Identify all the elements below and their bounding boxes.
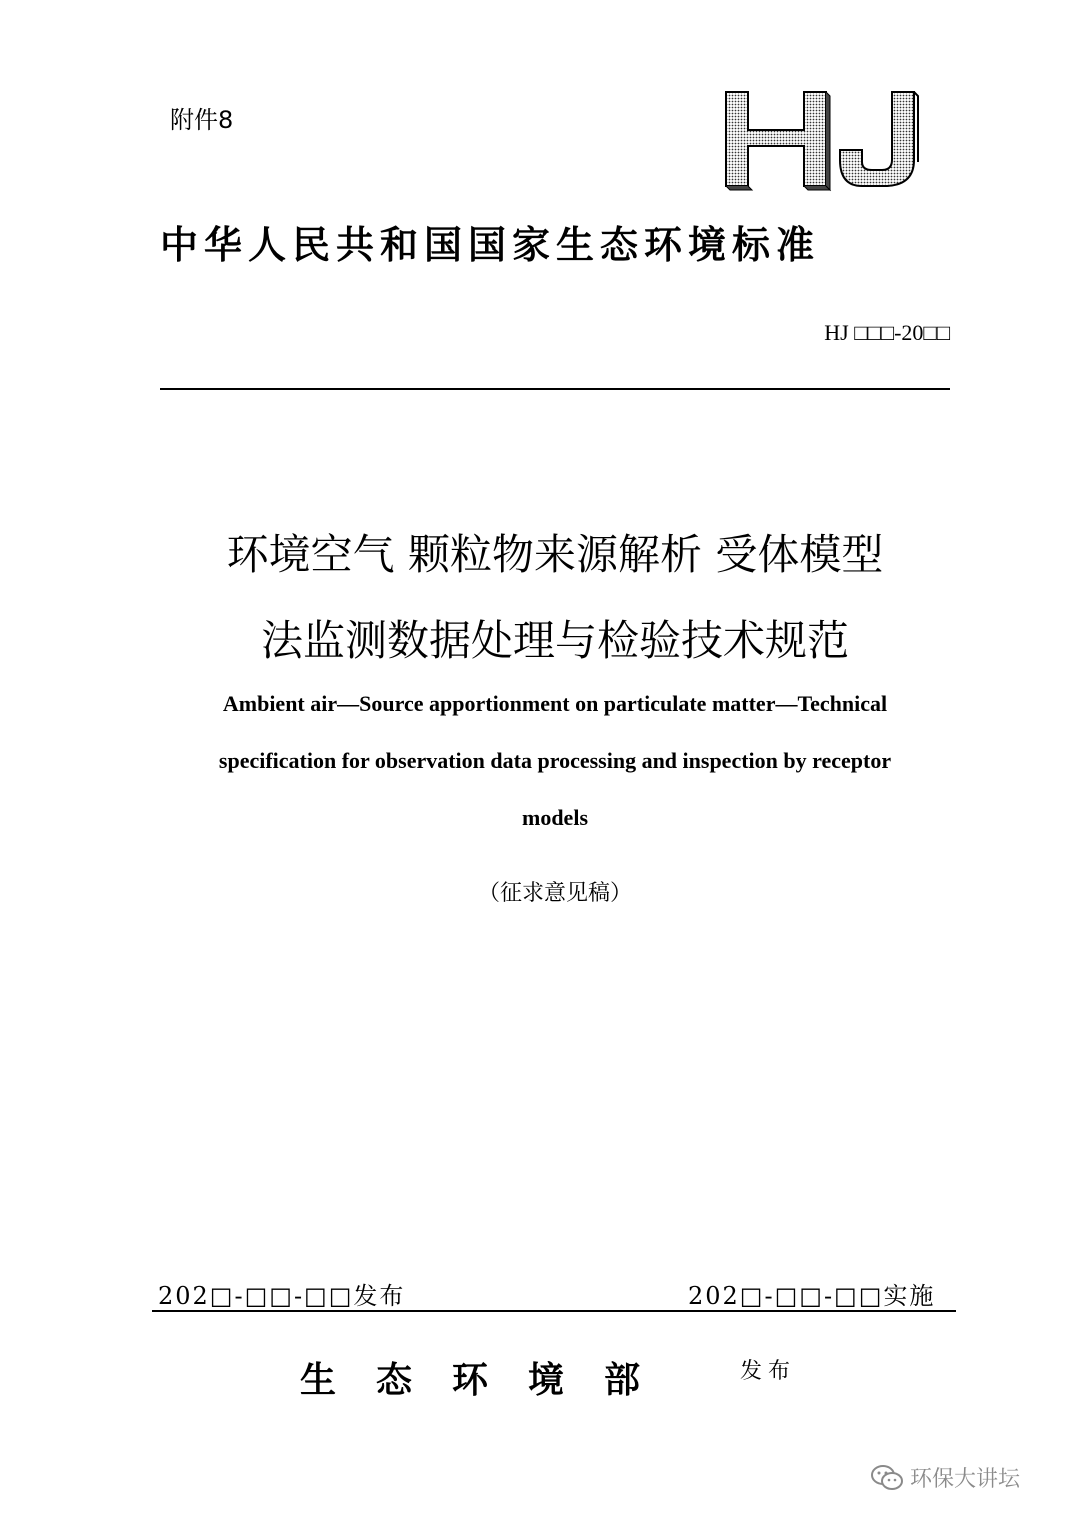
wechat-icon (870, 1463, 904, 1493)
english-title-line-1: Ambient air—Source apportionment on particulate matter—Technical (222, 691, 888, 716)
chinese-title-line-2: 法监测数据处理与检验技术规范 (260, 616, 849, 665)
watermark (870, 1462, 1020, 1493)
english-title-line-3: models (522, 805, 588, 830)
header-divider (160, 388, 950, 390)
publisher-name: 生态环境部 (300, 1359, 681, 1401)
hj-logo (722, 88, 922, 192)
english-title-line-2: specification for observation data processing and inspection by receptor (218, 748, 892, 773)
implementation-date: 202□-□□-□□实施 (688, 1282, 936, 1310)
footer-divider (152, 1310, 956, 1312)
english-title (150, 675, 960, 846)
attachment-label: 附件8 (170, 106, 234, 134)
draft-note: （征求意见稿） (477, 881, 632, 906)
publish-suffix: 发布 (740, 1359, 797, 1384)
watermark-text: 环保大讲坛 (910, 1467, 1021, 1492)
national-standard-title: 中华人民共和国国家生态环境标准 (160, 222, 821, 267)
chinese-title-line-1: 环境空气 颗粒物来源解析 受体模型 (226, 530, 884, 579)
release-date: 202□-□□-□□发布 (158, 1282, 406, 1310)
standard-number: HJ □□□-20□□ (824, 320, 950, 345)
